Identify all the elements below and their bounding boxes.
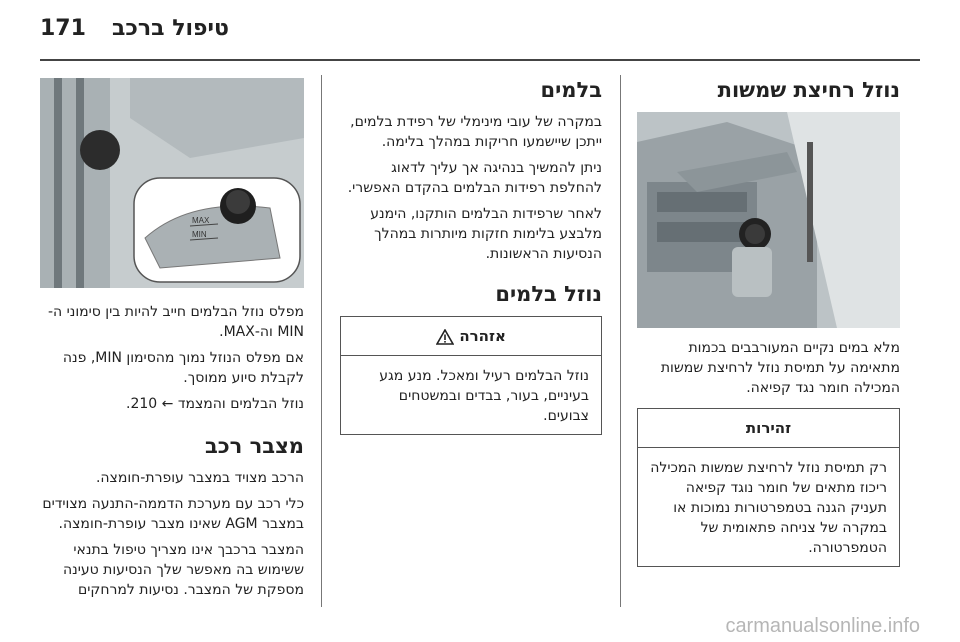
brake-fluid-title: נוזל בלמים bbox=[495, 282, 602, 306]
column-separator-left bbox=[321, 75, 322, 607]
washer-fluid-text: מלא במים נקיים המעורבבים בכמות מתאימה על תמיסת נוזל לרחיצת שמשות המכילה חומר נגד קפיאה. bbox=[660, 340, 900, 396]
warning-heading-row bbox=[341, 317, 601, 356]
washer-fluid-title: נוזל רחיצת שמשות bbox=[717, 78, 900, 102]
brake-fluid-low-text: אם מפלס הנוזל נמוך מהסימון MIN, פנה לקבלת סיוע ממוסך. bbox=[62, 350, 304, 386]
battery-paragraph-2: כלי רכב עם מערכת הדממה-התנעה מצוידים במצבר AGM שאינו מצבר עופרת-חומצה. bbox=[42, 496, 304, 532]
page-number: 171 bbox=[40, 16, 86, 41]
watermark: carmanualsonline.info bbox=[725, 615, 920, 637]
battery-title: מצבר רכב bbox=[204, 434, 304, 458]
warning-heading: אזהרה bbox=[459, 327, 506, 345]
battery-paragraph-3: המצבר ברכבך אינו מצריך טיפול בתנאי ששימוש בה מאפשר שלך הנסיעות טעינה מספקת של המצבר. נסיעות למרחקים bbox=[62, 542, 304, 598]
brake-fluid-reservoir-photo bbox=[40, 78, 304, 288]
running-title: טיפול ברכב bbox=[112, 16, 229, 41]
washer-fluid-column bbox=[637, 78, 900, 567]
brake-fluid-level-text: מפלס נוזל הבלמים חייב להיות בין סימוני ה-MIN וה-MAX. bbox=[47, 304, 304, 340]
page-header bbox=[40, 14, 920, 54]
max-label: MAX bbox=[192, 216, 210, 225]
warning-body: נוזל הבלמים רעיל ומאכל. מנע מגע בעיניים, בעור, בבדים ובמשטחים צבועים. bbox=[379, 368, 589, 424]
brakes-paragraph-2: ניתן להמשיך בנהיגה אך עליך לדאוג להחלפת רפידות הבלמים בהקדם האפשרי. bbox=[347, 160, 602, 196]
warning-triangle-icon bbox=[436, 329, 454, 345]
warning-box bbox=[340, 316, 602, 435]
caution-heading: זהירות bbox=[638, 409, 899, 448]
brakes-paragraph-3: לאחר שרפידות הבלמים הותקנו, הימנע מלבצע בלימות חזקות מיותרות במהלך הנסיעות הראשונות. bbox=[370, 206, 602, 262]
column-separator-right bbox=[620, 75, 621, 607]
brakes-column bbox=[340, 78, 602, 435]
brake-fluid-ref-text: נוזל הבלמים והמצמד ← 210. bbox=[126, 396, 304, 412]
washer-reservoir-photo bbox=[637, 112, 900, 328]
caution-body: רק תמיסת נוזל לרחיצת שמשות המכילה ריכוז מתאים של חומר נוגד קפיאה תעניק הגנה בטמפרטורות נמוכות או במקרה של צניחה פתאומית של הטמפרטורה. bbox=[650, 460, 887, 556]
min-label: MIN bbox=[192, 230, 207, 239]
brakes-title: בלמים bbox=[540, 78, 602, 102]
brakes-paragraph-1: במקרה של עובי מינימלי של רפידת בלמים, ייתכן שיישמעו חריקות במהלך בלימה. bbox=[350, 114, 602, 150]
header-rule bbox=[40, 59, 920, 61]
brake-fluid-battery-column bbox=[40, 78, 304, 606]
battery-paragraph-1: הרכב מצויד במצבר עופרת-חומצה. bbox=[95, 470, 304, 486]
caution-box bbox=[637, 408, 900, 567]
